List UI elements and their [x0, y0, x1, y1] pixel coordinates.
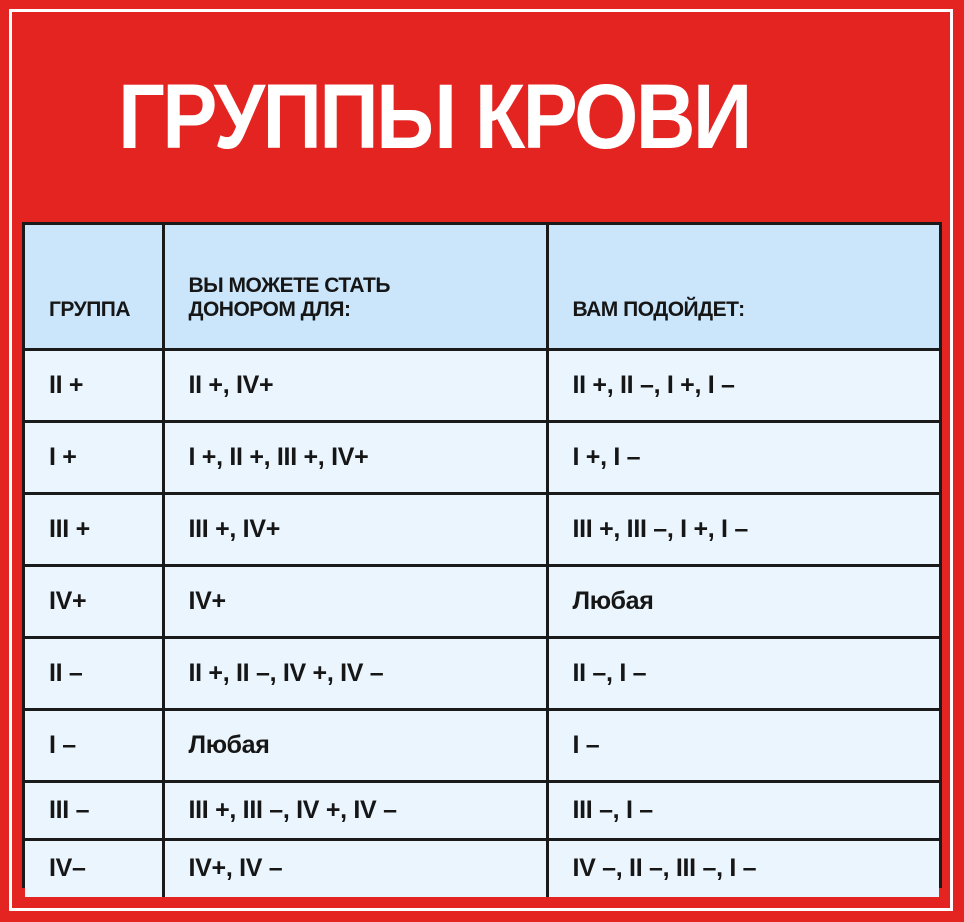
cell-suits: I –: [547, 709, 939, 781]
table-row: [25, 637, 939, 709]
cell-donor: IV+, IV –: [163, 839, 547, 897]
blood-groups-table: [25, 225, 939, 897]
cell-group: III +: [25, 493, 163, 565]
table-header-row: [25, 225, 939, 349]
cell-suits: III –, I –: [547, 781, 939, 839]
table-row: [25, 781, 939, 839]
header-suits: [547, 225, 939, 349]
header-suits-label: ВАМ ПОДОЙДЕТ:: [572, 297, 745, 321]
cell-suits: Любая: [547, 565, 939, 637]
table-row: [25, 565, 939, 637]
cell-suits: III +, III –, I +, I –: [547, 493, 939, 565]
cell-group: II +: [25, 349, 163, 421]
header-group-label: ГРУППА: [49, 297, 131, 321]
header-donor-line2: ДОНОРОМ ДЛЯ:: [188, 297, 351, 321]
cell-group: IV+: [25, 565, 163, 637]
table-row: [25, 421, 939, 493]
table-row: [25, 493, 939, 565]
cell-donor: III +, IV+: [163, 493, 547, 565]
header-group: [25, 225, 163, 349]
table-row: [25, 839, 939, 897]
cell-donor: Любая: [163, 709, 547, 781]
cell-group: I –: [25, 709, 163, 781]
cell-suits: II +, II –, I +, I –: [547, 349, 939, 421]
cell-group: IV–: [25, 839, 163, 897]
cell-suits: IV –, II –, III –, I –: [547, 839, 939, 897]
poster-title: ГРУППЫ КРОВИ: [118, 66, 750, 168]
cell-group: II –: [25, 637, 163, 709]
cell-donor: III +, III –, IV +, IV –: [163, 781, 547, 839]
table-row: [25, 709, 939, 781]
cell-group: III –: [25, 781, 163, 839]
cell-donor: II +, II –, IV +, IV –: [163, 637, 547, 709]
header-donor: [163, 225, 547, 349]
cell-suits: II –, I –: [547, 637, 939, 709]
table-row: [25, 349, 939, 421]
cell-donor: I +, II +, III +, IV+: [163, 421, 547, 493]
cell-donor: IV+: [163, 565, 547, 637]
header-donor-line1: ВЫ МОЖЕТЕ СТАТЬ: [188, 273, 390, 297]
cell-donor: II +, IV+: [163, 349, 547, 421]
cell-suits: I +, I –: [547, 421, 939, 493]
blood-groups-table-container: [22, 222, 942, 888]
cell-group: I +: [25, 421, 163, 493]
